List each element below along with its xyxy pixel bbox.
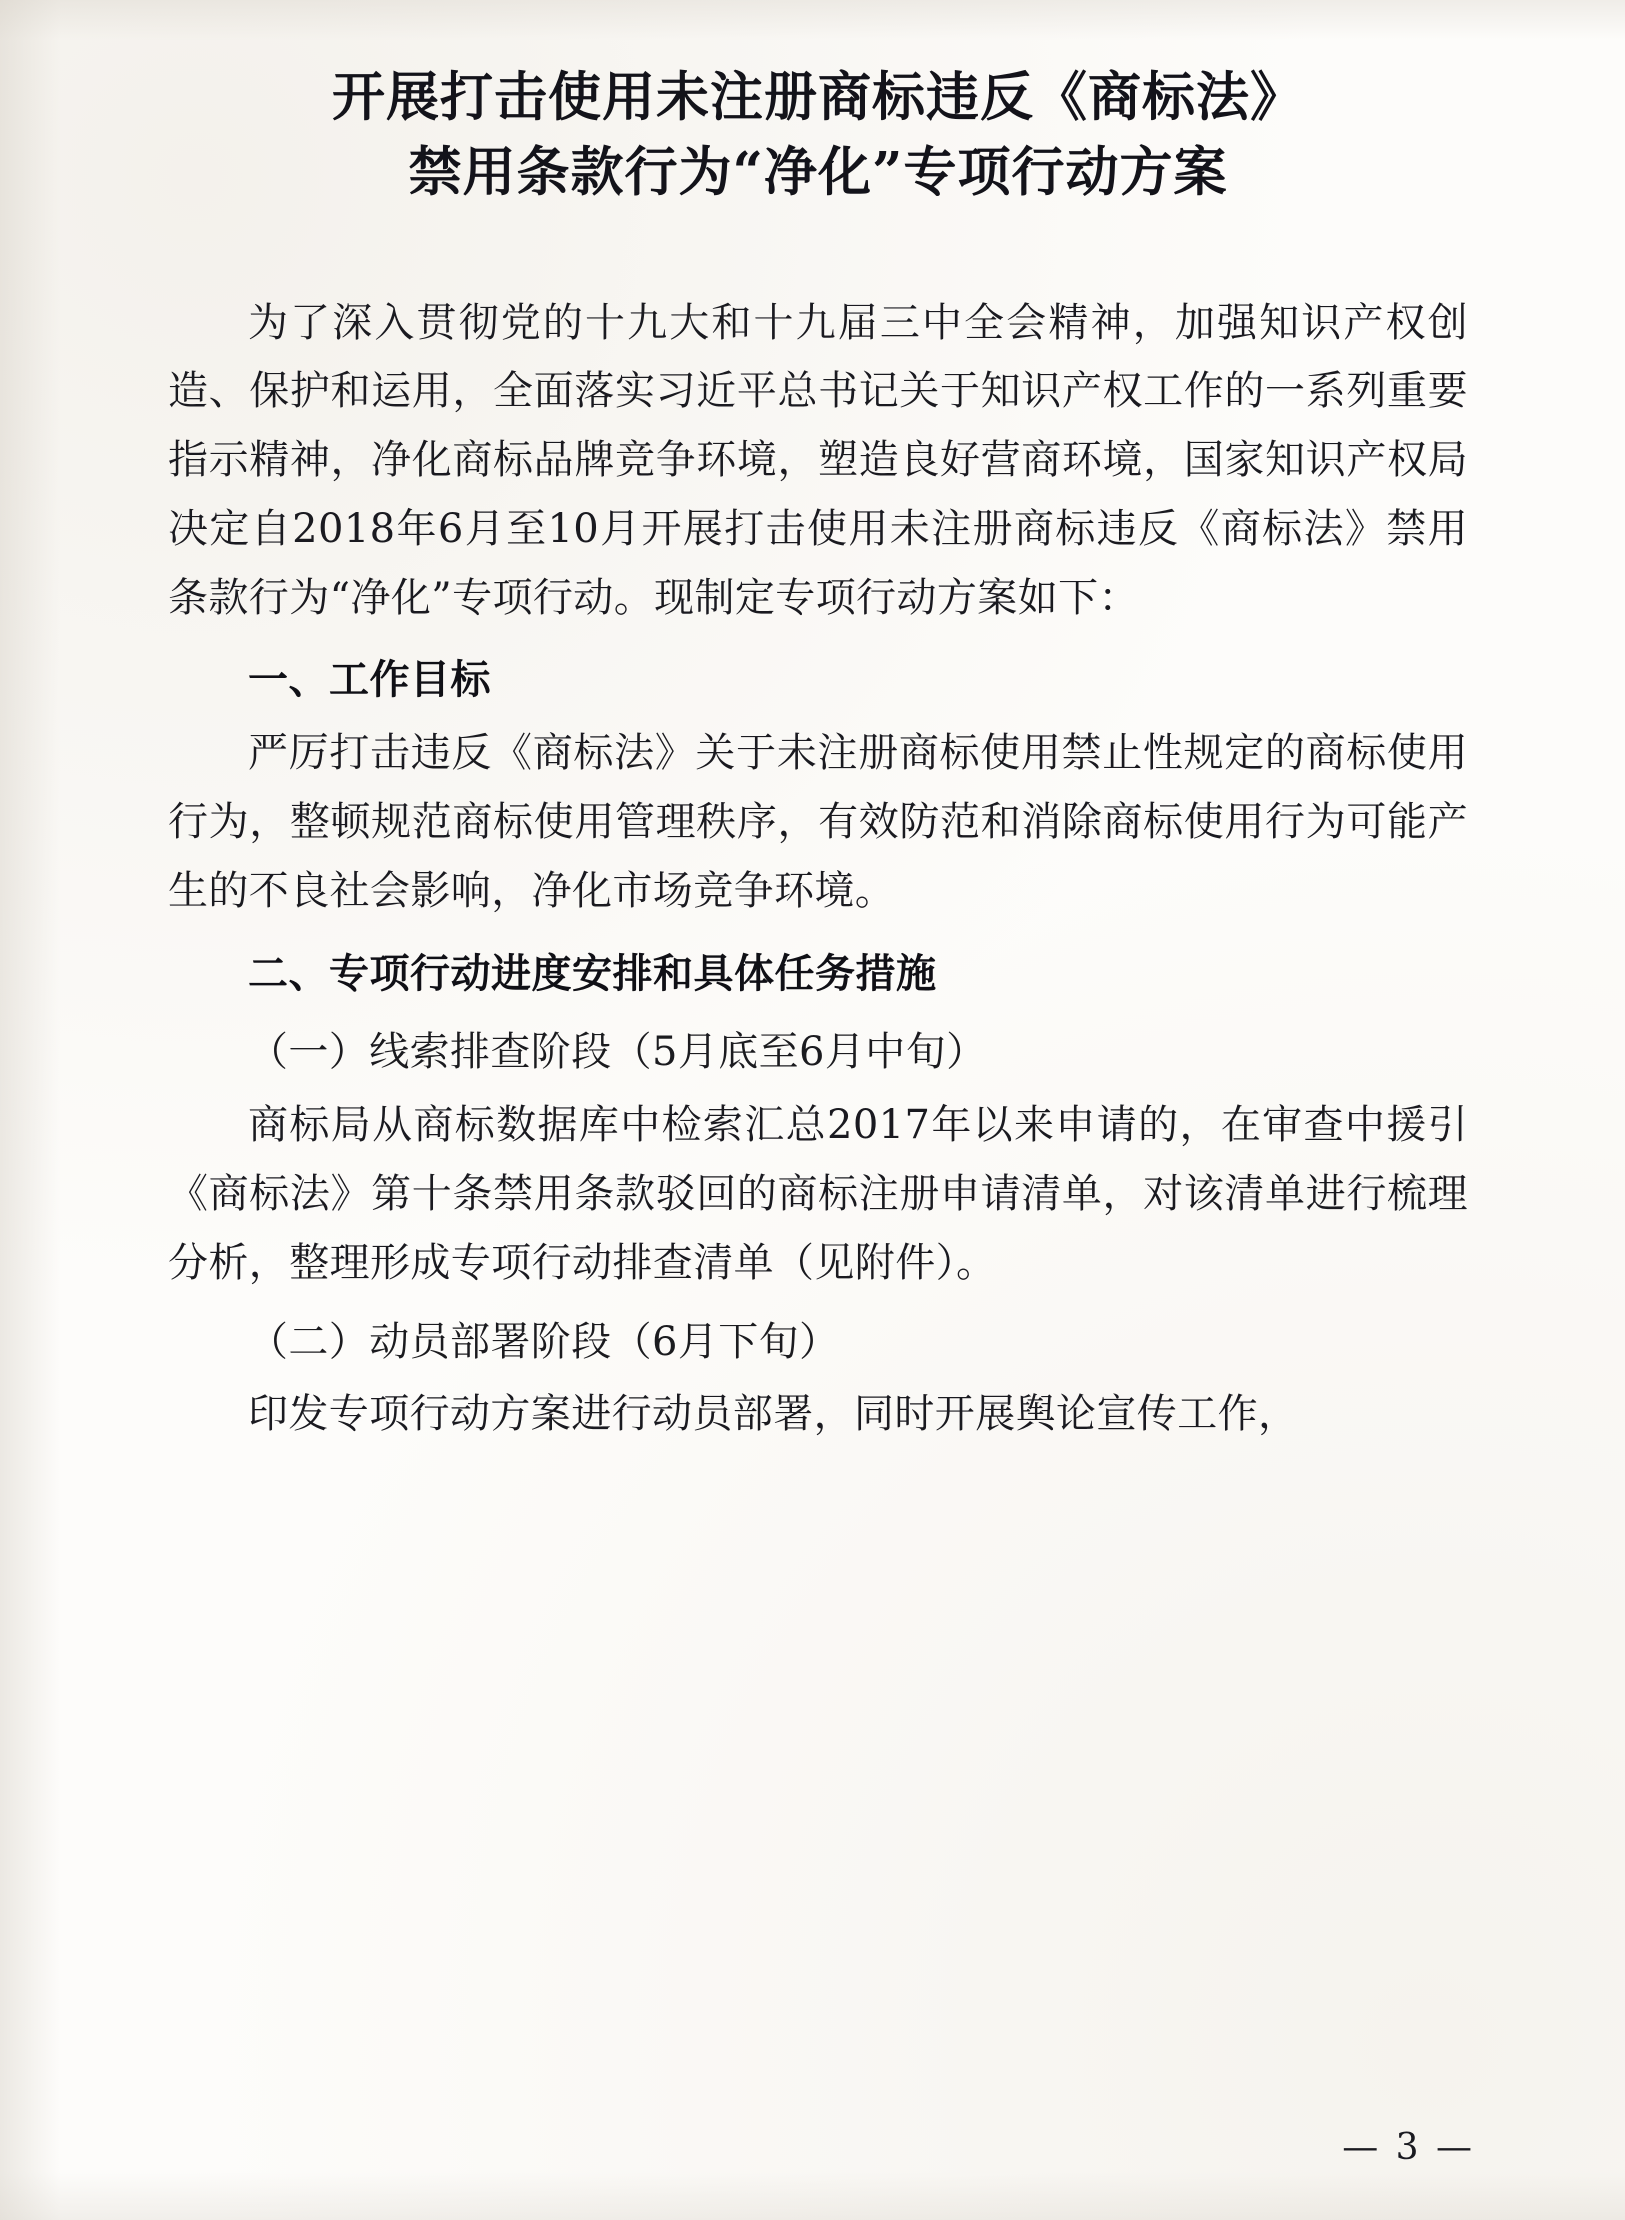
page-title (168, 60, 1468, 211)
paragraph-intro: 为了深入贯彻党的十九大和十九届三中全会精神，加强知识产权创造、保护和运用，全面落实习近平总书记关于知识产权工作的一系列重要指示精神，净化商标品牌竞争环境，塑造良好营商环境，国家知识产权局决定自2018年6月至10月开展打击使用未注册商标违反《商标法》禁用条款行为“净化”专项行动。现制定专项行动方案如下： (168, 299, 1468, 621)
page-edge-shadow-top (0, 0, 1625, 40)
paragraph-mobilization: 印发专项行动方案进行动员部署，同时开展舆论宣传工作， (248, 1391, 1299, 1438)
page-number: — 3 — (1342, 2127, 1475, 2168)
document-body (168, 289, 1468, 1450)
page-title-line-2: 禁用条款行为“净化”专项行动方案 (408, 141, 1228, 204)
subsection-heading-clue-screening: （一）线索排查阶段（5月底至6月中旬） (248, 1029, 987, 1076)
paragraph-clue-screening: 商标局从商标数据库中检索汇总2017年以来申请的，在审查中援引《商标法》第十条禁用条款驳回的商标注册申请清单，对该清单进行梳理分析，整理形成专项行动排查清单（见附件）。 (168, 1102, 1468, 1286)
document-content (168, 60, 1468, 1453)
section-heading-schedule-and-tasks: 二、专项行动进度安排和具体任务措施 (248, 949, 937, 997)
page-title-line-1: 开展打击使用未注册商标违反《商标法》 (332, 66, 1304, 128)
section-heading-work-goal: 一、工作目标 (248, 656, 491, 704)
page-edge-shadow-bottom (0, 2172, 1625, 2220)
page-edge-shadow-left (0, 0, 60, 2220)
subsection-heading-mobilization: （二）动员部署阶段（6月下旬） (248, 1318, 840, 1365)
paragraph-work-goal: 严厉打击违反《商标法》关于未注册商标使用禁止性规定的商标使用行为，整顿规范商标使用管理秩序，有效防范和消除商标使用行为可能产生的不良社会影响，净化市场竞争环境。 (168, 730, 1468, 914)
